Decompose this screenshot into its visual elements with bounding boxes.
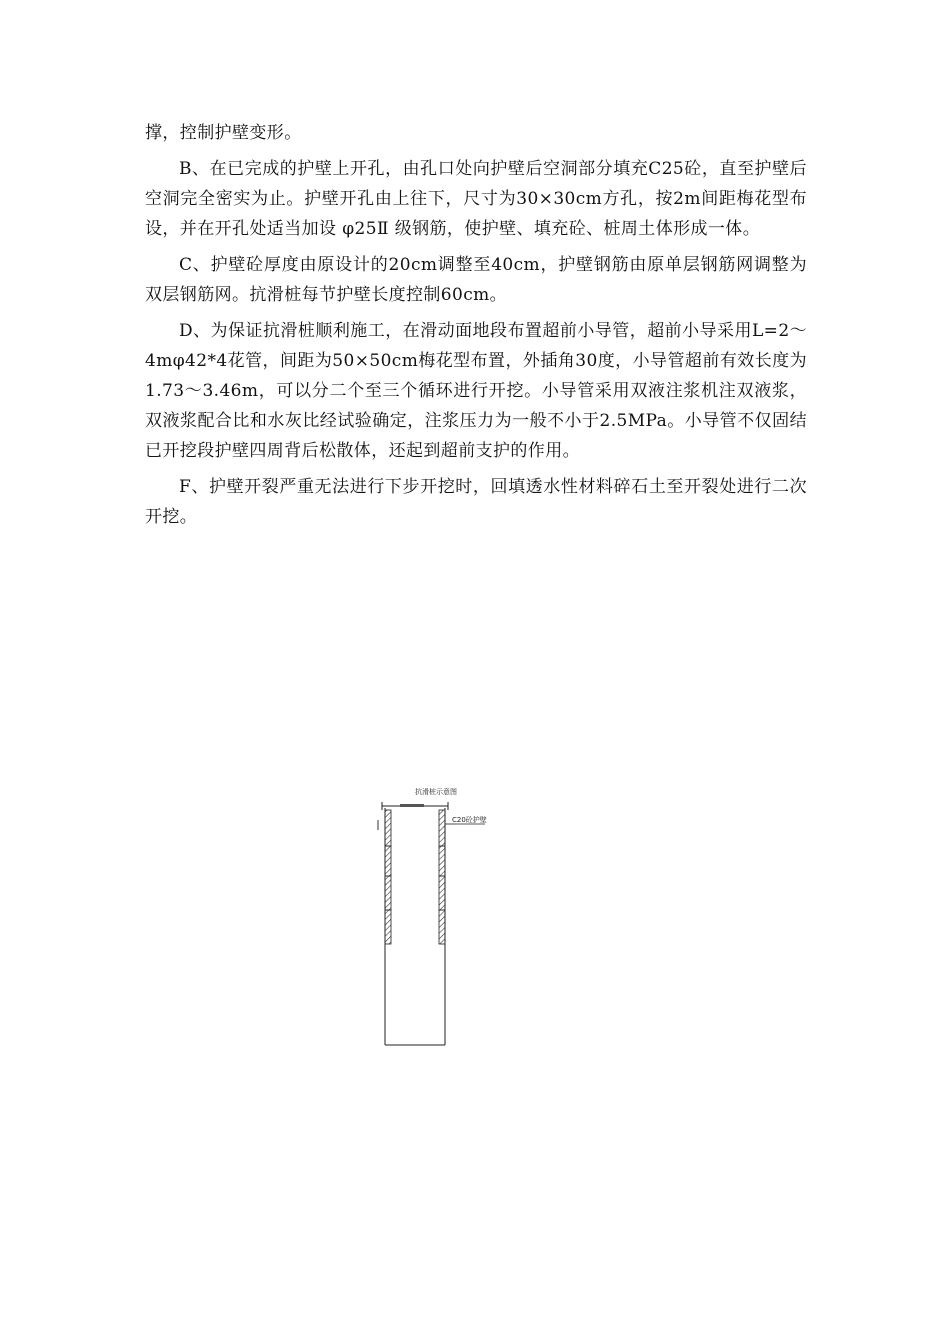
pile-cap-block	[400, 804, 424, 807]
wall-segment-right	[439, 876, 445, 910]
pile-diagram	[360, 780, 520, 1060]
diagram-title: 抗滑桩示意图	[415, 788, 457, 796]
paragraph-b: B、在已完成的护壁上开孔，由孔口处向护壁后空洞部分填充C25砼，直至护壁后空洞完全密实为止。护壁开孔由上往下，尺寸为30×30cm方孔，按2m间距梅花型布设，并在开孔处适当加设 φ25Ⅱ 级钢筋，使护壁、填充砼、桩周土体形成一体。	[145, 159, 807, 239]
paragraph-c: C、护壁砼厚度由原设计的20cm调整至40cm，护壁钢筋由原单层钢筋网调整为双层钢筋网。抗滑桩每节护壁长度控制60cm。	[145, 255, 807, 305]
paragraph-continuation: 撑，控制护壁变形。	[145, 123, 302, 143]
wall-segment-right	[439, 846, 445, 876]
wall-segment-right	[439, 810, 445, 846]
wall-segment-left	[385, 810, 391, 846]
wall-segment-left	[385, 876, 391, 910]
pile-diagram-svg	[360, 780, 520, 1060]
wall-segment-left	[385, 846, 391, 876]
paragraph-d: D、为保证抗滑桩顺利施工，在滑动面地段布置超前小导管，超前小导采用L=2～4mφ42*4花管，间距为50×50cm梅花型布置，外插角30度，小导管超前有效长度为1.73～3.46m，可以分二个至三个循环进行开挖。小导管采用双液注浆机注双液浆，双液浆配合比和水灰比经试验确定，注浆压力为一般不小于2.5MPa。小导管不仅固结已开挖段护壁四周背后松散体，还起到超前支护的作用。	[145, 321, 807, 461]
paragraph-f: F、护壁开裂严重无法进行下步开挖时，回填透水性材料碎石土至开裂处进行二次开挖。	[145, 477, 807, 527]
callout-label: C20砼护壁	[452, 816, 487, 824]
wall-segment-right	[439, 910, 445, 944]
wall-segment-left	[385, 910, 391, 944]
body-text	[145, 118, 807, 538]
